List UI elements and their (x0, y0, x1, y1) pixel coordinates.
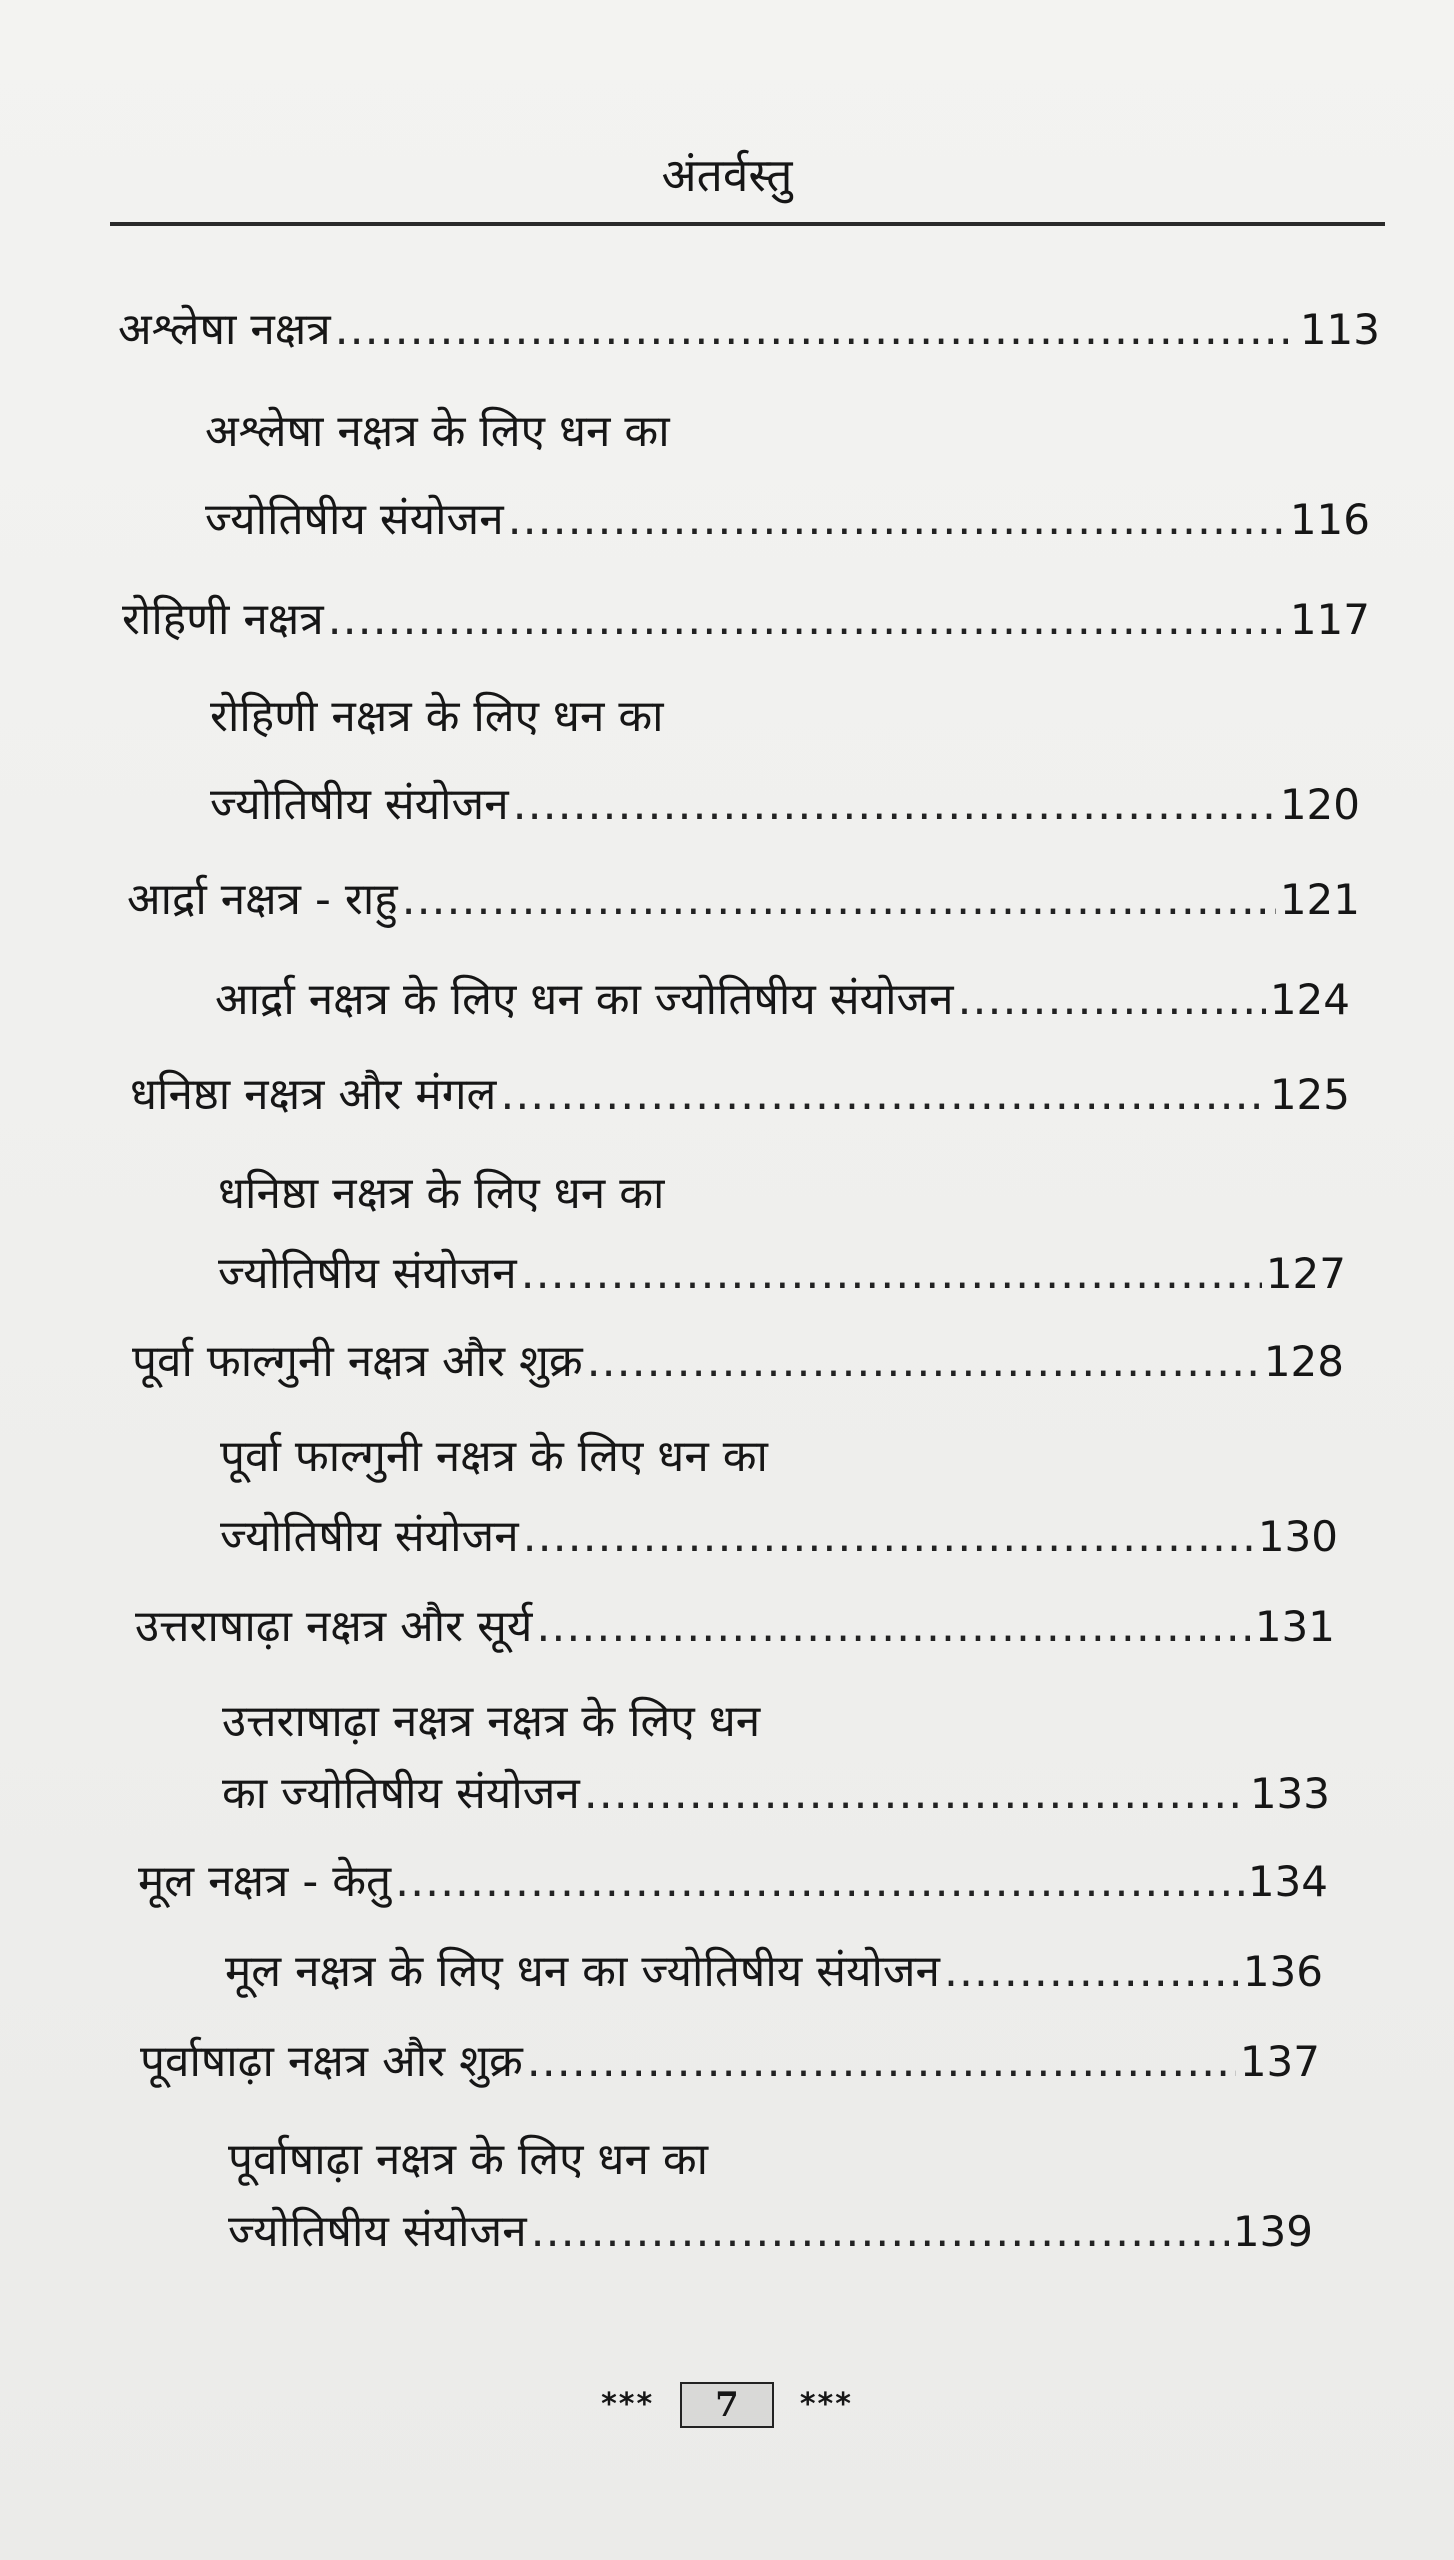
toc-subentry (228, 2206, 1313, 2257)
toc-subentry-title-line: उत्तराषाढ़ा नक्षत्र नक्षत्र के लिए धन (222, 1696, 761, 1747)
toc-entry-page: 134 (1247, 1857, 1328, 1906)
toc-subentry-page: 139 (1232, 2207, 1313, 2256)
dot-leader (584, 1772, 1246, 1816)
dot-leader (587, 1340, 1260, 1384)
toc-subentry-title: ज्योतिषीय संयोजन (210, 779, 509, 830)
toc-entry (140, 2036, 1320, 2087)
toc-entry-title: धनिष्ठा नक्षत्र और मंगल (130, 1069, 497, 1120)
dot-leader (500, 1073, 1266, 1117)
toc-subentry-title: ज्योतिषीय संयोजन (220, 1511, 519, 1562)
dot-leader (521, 1252, 1262, 1296)
toc-entry-page: 128 (1263, 1337, 1344, 1386)
toc-subentry-title-line: पूर्वाषाढ़ा नक्षत्र के लिए धन का (228, 2134, 709, 2185)
dot-leader (328, 598, 1286, 642)
toc-entry-title: उत्तराषाढ़ा नक्षत्र और सूर्य (135, 1601, 533, 1652)
toc-entry (127, 874, 1360, 925)
toc-entry (118, 304, 1380, 355)
toc-entry (130, 1069, 1350, 1120)
dot-leader (513, 783, 1276, 827)
toc-subentry-title-line: पूर्वा फाल्गुनी नक्षत्र के लिए धन का (220, 1431, 768, 1482)
dot-leader (335, 308, 1296, 352)
toc-subentry (215, 974, 1350, 1025)
page-number: 7 (680, 2382, 774, 2428)
toc-entry-page: 131 (1254, 1602, 1335, 1651)
toc-subentry (205, 494, 1370, 545)
toc-subentry-title-line: धनिष्ठा नक्षत्र के लिए धन का (218, 1168, 665, 1219)
toc-subentry-page: 133 (1249, 1769, 1330, 1818)
toc-subentry-title: का ज्योतिषीय संयोजन (222, 1768, 580, 1819)
toc-entry-title: अश्लेषा नक्षत्र (118, 304, 331, 355)
toc-subentry-title: ज्योतिषीय संयोजन (205, 494, 504, 545)
toc-subentry-page: 136 (1242, 1947, 1323, 1996)
toc-subentry-title: ज्योतिषीय संयोजन (218, 1248, 517, 1299)
dot-leader (536, 1605, 1250, 1649)
dot-leader (531, 2210, 1229, 2254)
dot-leader (508, 498, 1286, 542)
dot-leader (402, 878, 1276, 922)
toc-entry-title: पूर्वा फाल्गुनी नक्षत्र और शुक्र (132, 1336, 583, 1387)
toc-entry-page: 125 (1269, 1070, 1350, 1119)
toc-entry (122, 594, 1370, 645)
toc-entry-page: 113 (1299, 305, 1380, 354)
toc-subentry (222, 1768, 1330, 1819)
toc-entry-page: 121 (1279, 875, 1360, 924)
toc-subentry-title: मूल नक्षत्र के लिए धन का ज्योतिषीय संयोजन (225, 1946, 940, 1997)
toc-entry (135, 1601, 1335, 1652)
toc-entry (132, 1336, 1344, 1387)
dot-leader (527, 2040, 1236, 2084)
toc-subentry-title: ज्योतिषीय संयोजन (228, 2206, 527, 2257)
toc-entry-title: मूल नक्षत्र - केतु (138, 1856, 392, 1907)
dot-leader (523, 1515, 1254, 1559)
toc-subentry-page: 127 (1265, 1249, 1346, 1298)
toc-subentry (220, 1511, 1338, 1562)
page-footer (0, 2382, 1454, 2428)
dot-leader (395, 1860, 1244, 1904)
toc-subentry-page: 116 (1289, 495, 1370, 544)
toc-subentry (225, 1946, 1323, 1997)
toc-subentry-page: 130 (1257, 1512, 1338, 1561)
toc-entry-title: आर्द्रा नक्षत्र - राहु (127, 874, 398, 925)
toc-entry-page: 137 (1239, 2037, 1320, 2086)
toc-entry-title: पूर्वाषाढ़ा नक्षत्र और शुक्र (140, 2036, 523, 2087)
toc-subentry-title-line: अश्लेषा नक्षत्र के लिए धन का (205, 406, 670, 457)
toc-subentry (218, 1248, 1346, 1299)
toc-subentry-page: 120 (1279, 780, 1360, 829)
footer-ornament-right: *** (799, 2387, 853, 2422)
toc-subentry-title-line: रोहिणी नक्षत्र के लिए धन का (210, 691, 664, 742)
page-title: अंतर्वस्तु (661, 148, 793, 202)
dot-leader (958, 978, 1266, 1022)
toc-subentry-page: 124 (1269, 975, 1350, 1024)
footer-ornament-left: *** (601, 2387, 655, 2422)
toc-entry-title: रोहिणी नक्षत्र (122, 594, 324, 645)
toc-entry-page: 117 (1289, 595, 1370, 644)
toc-subentry-title: आर्द्रा नक्षत्र के लिए धन का ज्योतिषीय संयोजन (215, 974, 954, 1025)
toc-subentry (210, 779, 1360, 830)
toc-entry (138, 1856, 1328, 1907)
dot-leader (944, 1950, 1239, 1994)
